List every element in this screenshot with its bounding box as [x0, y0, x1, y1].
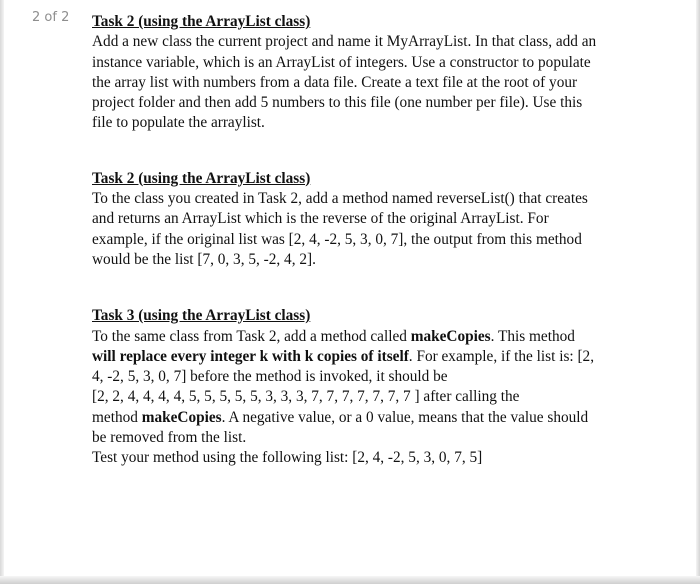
text-run: . For example, if the list is: [2, — [408, 347, 595, 365]
text-run: . A negative value, or a 0 value, means that the value should — [221, 408, 589, 426]
method-name-bold: makeCopies — [410, 327, 491, 345]
task-section-3 — [92, 306, 652, 468]
task-text-line: and returns an ArrayList which is the reverse of the original ArrayList. For — [92, 210, 549, 228]
text-run: . This method — [490, 327, 575, 345]
task-text-line: 4, -2, 5, 3, 0, 7] before the method is invoked, it should be — [92, 368, 448, 386]
task-text-line — [92, 327, 652, 347]
task-text-line: To the class you created in Task 2, add a method named reverseList() that creates — [92, 190, 588, 208]
task-text-line: be removed from the list. — [92, 429, 247, 447]
task-text-line: Test your method using the following list: [2, 4, -2, 5, 3, 0, 7, 5] — [92, 449, 483, 467]
task-text-line — [92, 408, 652, 428]
section-spacer — [92, 270, 652, 306]
section-spacer — [92, 134, 652, 169]
task-heading: Task 2 (using the ArrayList class) — [92, 169, 311, 187]
method-name-bold: makeCopies — [141, 408, 222, 426]
viewer-right-edge — [696, 0, 700, 584]
task-section-1 — [92, 12, 652, 134]
task-text-line — [92, 347, 652, 367]
task-text-line: Add a new class the current project and name it MyArrayList. In that class, add an — [92, 33, 597, 51]
viewer-left-edge — [0, 0, 4, 584]
task-heading: Task 2 (using the ArrayList class) — [92, 13, 311, 30]
page-indicator: 2 of 2 — [32, 10, 70, 25]
task-section-2 — [92, 169, 652, 270]
text-run: method — [92, 408, 142, 426]
task-text-line: project folder and then add 5 numbers to this file (one number per file). Use this — [92, 94, 583, 112]
task-text-line: would be the list [7, 0, 3, 5, -2, 4, 2]. — [92, 250, 316, 268]
text-run: To the same class from Task 2, add a method called — [92, 327, 411, 345]
viewer-bottom-edge — [0, 576, 700, 584]
emphasis-bold: will replace every integer k with k copies of itself — [92, 347, 409, 365]
task-heading: Task 3 (using the ArrayList class) — [92, 307, 311, 325]
document-page — [92, 12, 652, 469]
task-text-line: instance variable, which is an ArrayList of integers. Use a constructor to populate — [92, 53, 591, 71]
task-text-line: example, if the original list was [2, 4, -2, 5, 3, 0, 7], the output from this method — [92, 230, 582, 248]
task-text-line: [2, 2, 4, 4, 4, 4, 5, 5, 5, 5, 5, 3, 3, 3, 7, 7, 7, 7, 7, 7, 7 ] after calling the — [92, 388, 520, 406]
task-text-line: file to populate the arraylist. — [92, 114, 265, 132]
task-text-line: the array list with numbers from a data file. Create a text file at the root of your — [92, 73, 578, 91]
